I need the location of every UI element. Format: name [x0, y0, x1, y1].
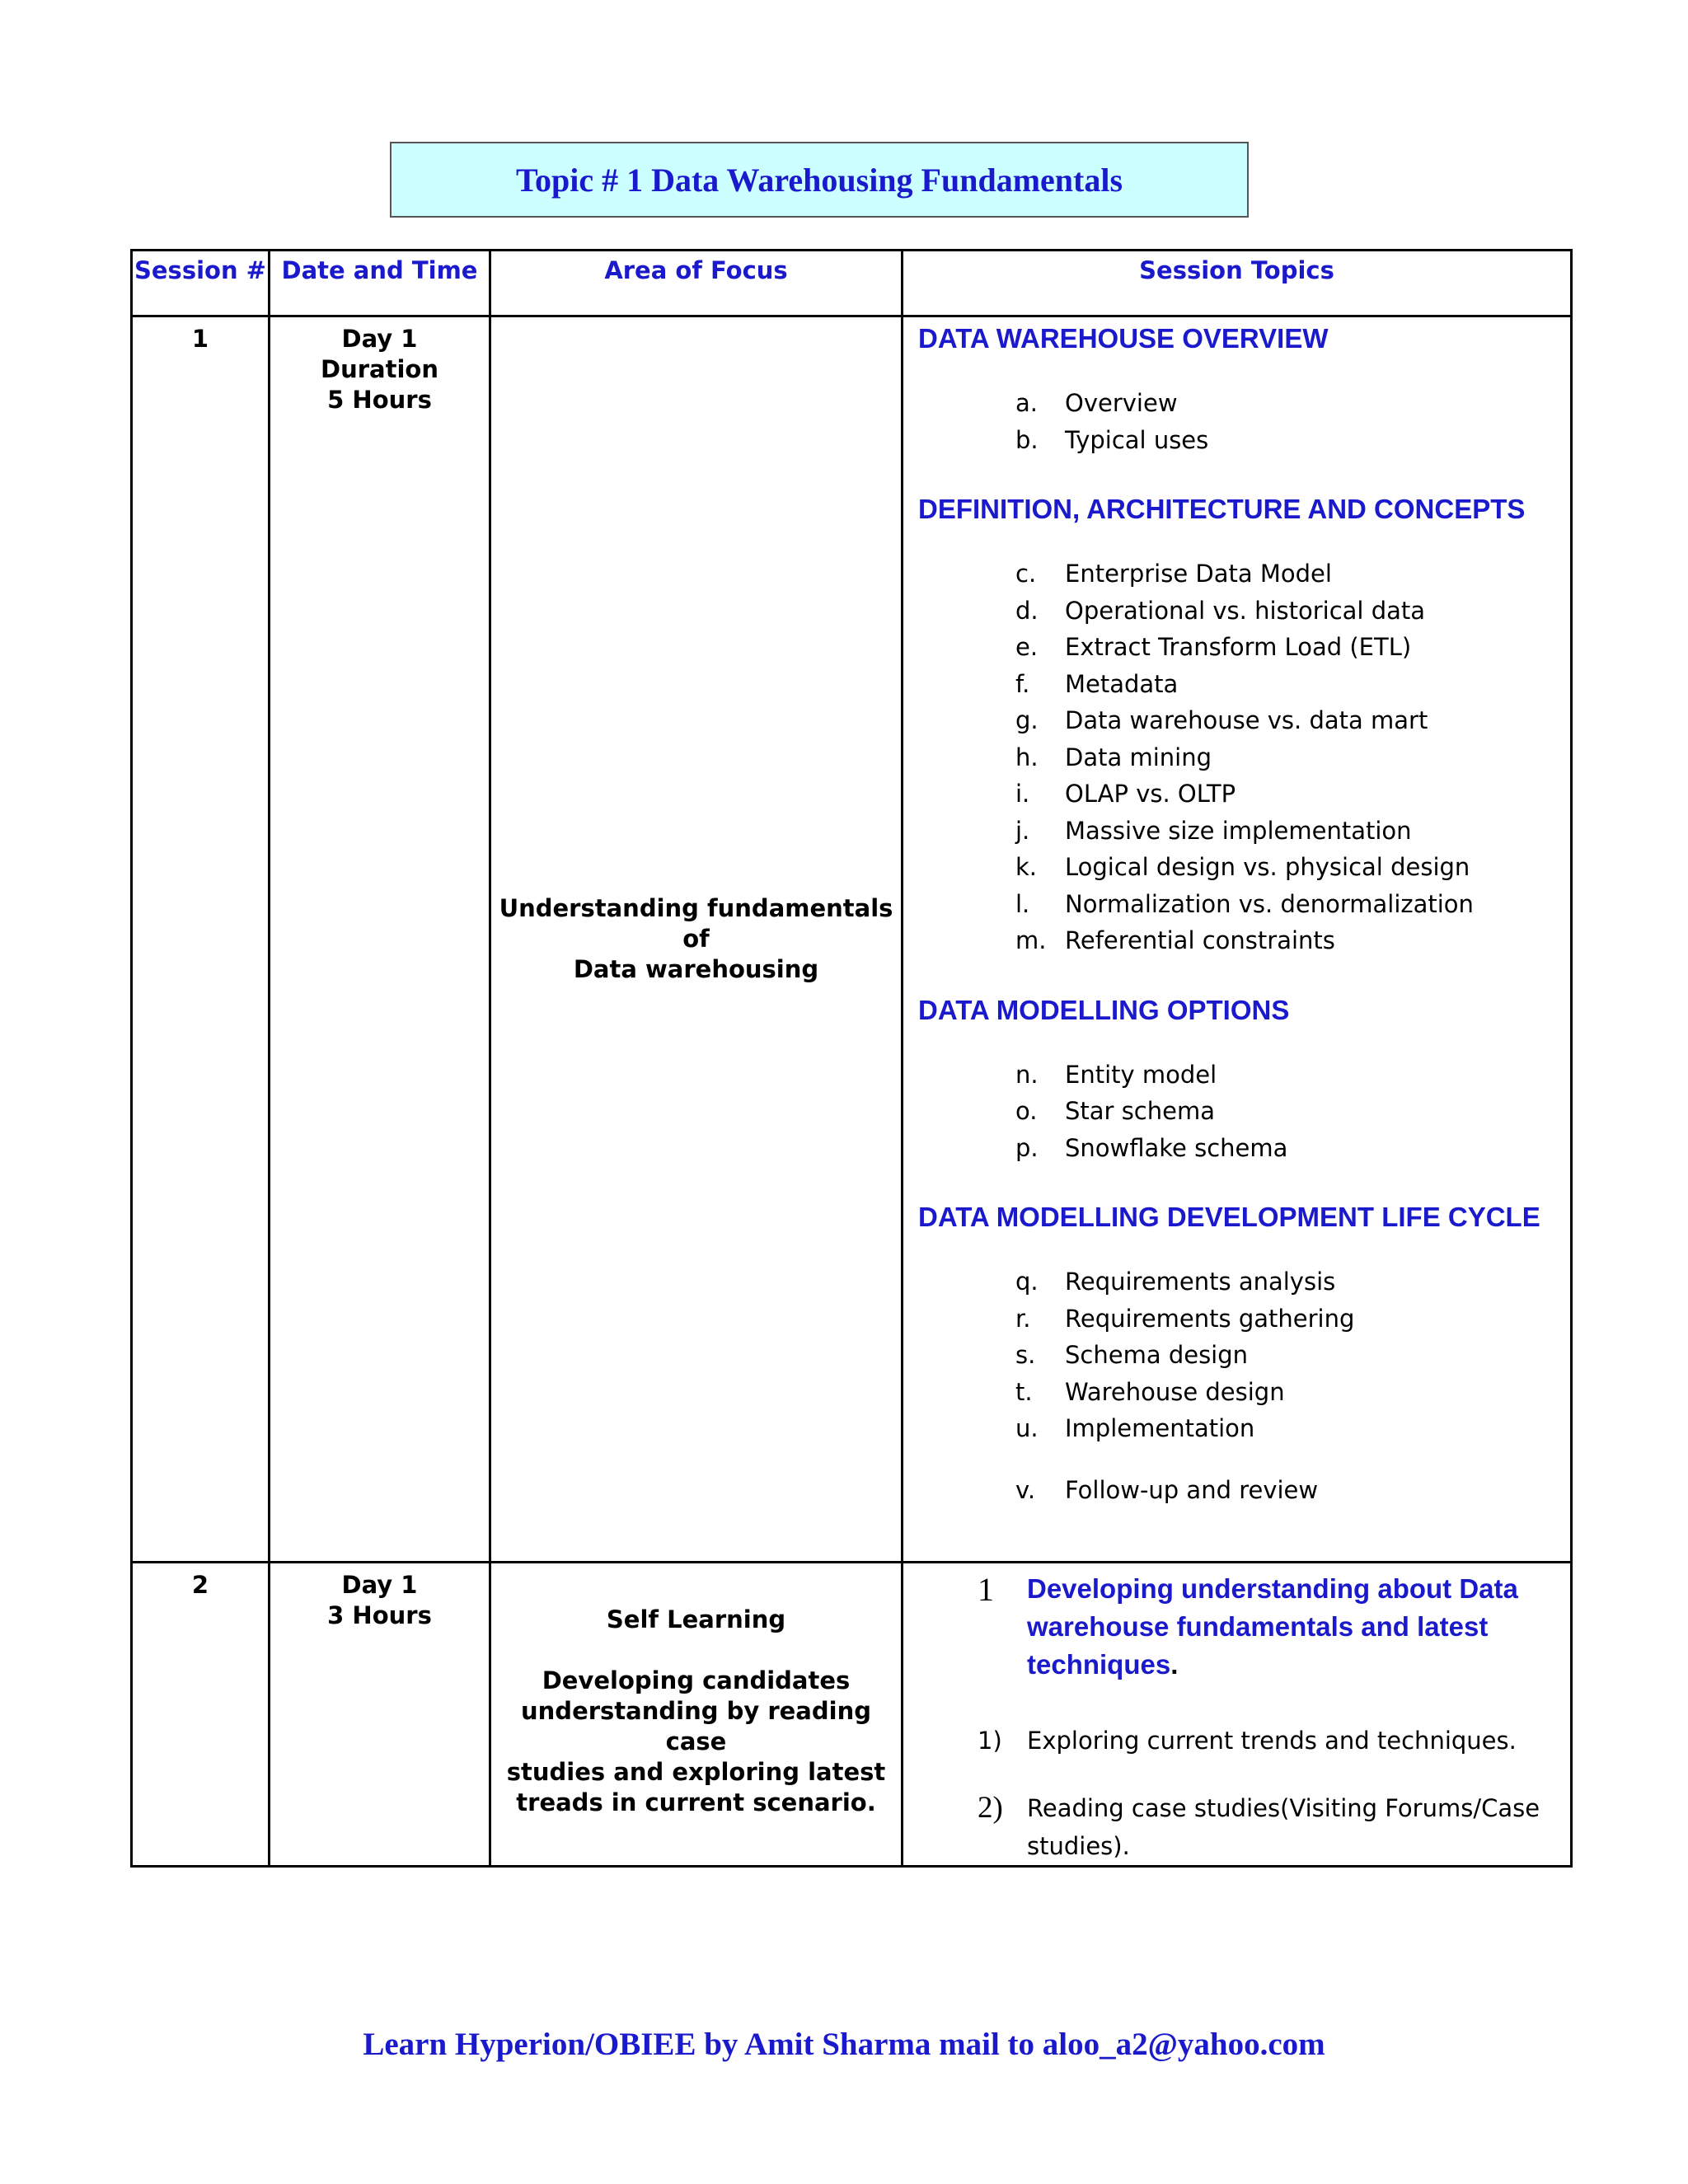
list-item: s. Schema design [1015, 1341, 1249, 1369]
list-item: k. Logical design vs. physical design [1015, 853, 1470, 881]
session-number: 2 [132, 1563, 270, 1867]
list-item: 2) Reading case studies(Visiting Forums/Case studies). [978, 1791, 1540, 1860]
header-area-focus: Area of Focus [490, 251, 903, 316]
list-item: r. Requirements gathering [1015, 1304, 1355, 1333]
topic-heading: 1 Developing understanding about Data warehouse fundamentals and latest techniques. [978, 1571, 1518, 1680]
topic-list [918, 385, 1570, 458]
schedule-table [130, 249, 1573, 1868]
session-number: 1 [132, 316, 270, 1563]
topic-list [918, 1057, 1570, 1167]
list-item: v. Follow-up and review [1015, 1475, 1319, 1504]
duration-label: Duration [321, 355, 438, 383]
topic-list [918, 555, 1570, 959]
list-item: f. Metadata [1015, 669, 1179, 698]
list-item: j. Massive size implementation [1015, 816, 1412, 845]
list-item: i. OLAP vs. OLTP [1015, 780, 1236, 808]
header-session-topics: Session Topics [903, 251, 1572, 316]
list-item: g. Data warehouse vs. data mart [1015, 706, 1428, 734]
list-item: b. Typical uses [1015, 425, 1209, 454]
day-label: Day 1 [341, 325, 418, 353]
day-label: Day 1 [341, 1571, 418, 1599]
focus-text: treads in current scenario. [516, 1788, 876, 1816]
date-time-cell [270, 316, 490, 1563]
section-heading: DATA WAREHOUSE OVERVIEW [918, 323, 1329, 354]
date-time-cell [270, 1563, 490, 1867]
list-item: m. Referential constraints [1015, 926, 1335, 954]
list-item: l. Normalization vs. denormalization [1015, 889, 1474, 918]
header-row [132, 251, 1572, 316]
header-date-time: Date and Time [270, 251, 490, 316]
list-item: p. Snowflake schema [1015, 1133, 1288, 1162]
list-item: c. Enterprise Data Model [1015, 560, 1332, 588]
area-focus-cell [490, 316, 903, 1563]
topic-list [918, 1263, 1570, 1447]
duration-value: 5 Hours [327, 386, 432, 414]
focus-text: understanding by reading case [521, 1697, 871, 1755]
section-heading: DATA MODELLING DEVELOPMENT LIFE CYCLE [918, 1202, 1540, 1232]
session-topics-cell [903, 1563, 1572, 1867]
focus-text: studies and exploring latest [506, 1758, 886, 1786]
duration-value: 3 Hours [327, 1601, 432, 1629]
list-item: d. Operational vs. historical data [1015, 596, 1426, 625]
focus-text: Self Learning [606, 1605, 786, 1633]
list-item: 1) Exploring current trends and techniques. [978, 1727, 1517, 1755]
list-item: a. Overview [1015, 389, 1178, 417]
header-session: Session # [132, 251, 270, 316]
list-item: o. Star schema [1015, 1097, 1215, 1125]
list-item: u. Implementation [1015, 1414, 1255, 1442]
table-row [132, 316, 1572, 1563]
section-heading: DATA MODELLING OPTIONS [918, 994, 1290, 1025]
list-item: q. Requirements analysis [1015, 1268, 1336, 1296]
session-topics-cell [903, 316, 1572, 1563]
list-item: t. Warehouse design [1015, 1377, 1285, 1406]
area-focus-cell [490, 1563, 903, 1867]
focus-text: Data warehousing [573, 955, 819, 983]
list-item: n. Entity model [1015, 1060, 1217, 1089]
focus-text: Developing candidates [542, 1666, 851, 1694]
list-item: h. Data mining [1015, 743, 1212, 771]
topic-list [918, 1472, 1570, 1509]
section-heading: DEFINITION, ARCHITECTURE AND CONCEPTS [918, 494, 1526, 524]
table-row [132, 1563, 1572, 1867]
list-item: e. Extract Transform Load (ETL) [1015, 633, 1412, 661]
page-title: Topic # 1 Data Warehousing Fundamentals [390, 142, 1249, 218]
focus-text: Understanding fundamentals of [499, 894, 893, 953]
footer-text: Learn Hyperion/OBIEE by Amit Sharma mail to aloo_a2@yahoo.com [363, 2027, 1325, 2062]
